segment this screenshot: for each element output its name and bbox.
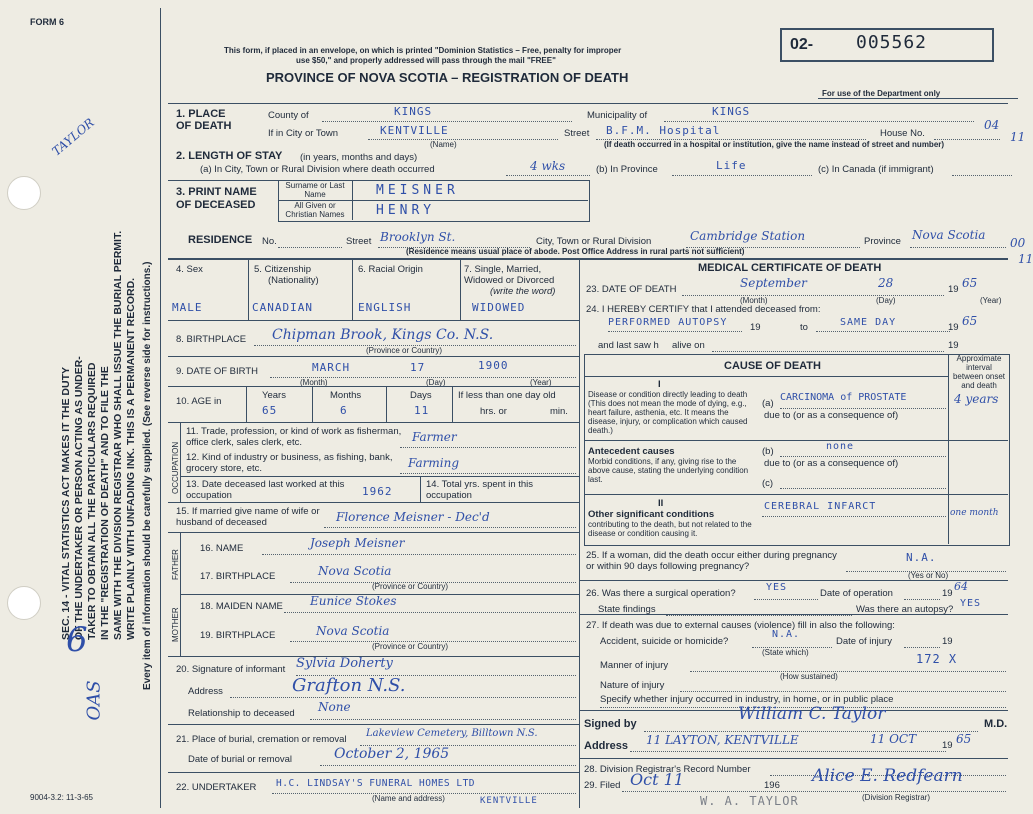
informant-address-label: Address [188,686,223,697]
divider [780,408,946,409]
citizenship-note: (Nationality) [268,275,319,286]
autopsy-answer: YES [960,598,982,609]
findings-label: State findings [598,604,656,615]
registrar-signature: Alice E. Redfearn [812,766,963,786]
last-saw-label: and last saw h [598,340,659,351]
divider [690,671,1006,672]
left-border [160,8,161,808]
registration-prefix: 02- [790,36,814,53]
divider [230,697,576,698]
filed-label: 29. Filed [584,780,621,791]
divider [680,691,1006,692]
maiden-name-label: 18. MAIDEN NAME [200,601,283,612]
md-label: M.D. [984,718,1008,730]
undertaker-caption: (Name and address) [372,794,445,803]
cause-b-marker: (b) [762,446,774,457]
age-years-label: Years [262,390,286,401]
divider [168,532,579,533]
occupation-section-label: OCCUPATION [171,441,180,494]
department-note: For use of the Department only [822,89,941,98]
death-year-caption: (Year) [980,296,1002,305]
attended-to: SAME DAY [840,317,897,328]
undertaker-town: KENTVILLE [480,796,538,806]
cause-a-value: CARCINOMA of PROSTATE [780,392,907,403]
given-name-value: HENRY [376,203,436,218]
cause-of-death-title: CAUSE OF DEATH [724,360,821,372]
divider [682,295,944,296]
autopsy-question: Was there an autopsy? [856,604,954,615]
surname-label: Surname or Last Name [285,181,345,199]
part-two-label: II [658,498,664,509]
birthplace-label: 8. BIRTHPLACE [176,334,247,345]
divider [664,121,974,122]
nature-label: Nature of injury [600,680,665,691]
residence-province-value: Nova Scotia [912,228,986,242]
mother-birthplace-label: 19. BIRTHPLACE [200,630,276,641]
divider [754,599,818,600]
attended-from: PERFORMED AUTOPSY [608,317,728,328]
alive-on-year: 19 [948,340,959,351]
burial-date-label: Date of burial or removal [188,754,293,765]
side-instruction: IN THE "REGISTRATION OF DEATH" AND TO FILE THE [99,366,111,640]
death-month-caption: (Month) [740,296,768,305]
divider [818,98,1018,99]
county-label: County of [268,110,309,121]
margin-note: TAYLOR [49,115,97,159]
divider [780,488,946,489]
city-label: If in City or Town [268,128,339,139]
informant-signature-label: 20. Signature of informant [176,664,286,675]
pregnancy-caption: (Yes or No) [908,571,949,580]
alive-on-label: alive on [672,340,705,351]
accident-answer: N.A. [772,629,801,640]
relationship-value: None [318,700,351,714]
informant-address: Grafton N.S. [292,675,406,696]
cause-b-value: none [826,441,855,452]
marital-value: WIDOWED [472,301,526,314]
form-label: FORM 6 [30,17,65,27]
print-name-label: 3. PRINT NAME OF DECEASED [176,186,257,211]
punch-hole [7,586,41,620]
envelope-note: use $50," and properly addressed will pass through the mail "FREE" [296,56,556,65]
injury-date-label: Date of injury [836,636,892,647]
attended-to-year: 65 [962,314,978,328]
divider [310,719,576,720]
municipality-label: Municipality of [587,110,648,121]
divider [246,386,247,422]
side-instruction: SAME WITH THE DIVISION REGISTRAR WHO SHALL ISSUE THE BURIAL PERMIT. [112,230,124,640]
age-months-label: Months [330,390,362,401]
death-day: 28 [878,276,894,290]
divider [904,599,940,600]
column-divider [579,258,580,808]
industry-value: Farming [408,456,460,470]
punch-hole [7,176,41,210]
stay-a-label: (a) In City, Town or Rural Division where death occurred [200,164,435,175]
residence-street-value: Brooklyn St. [380,230,456,244]
citizenship-label: 5. Citizenship [254,264,312,275]
birthplace-value: Chipman Brook, Kings Co. N.S. [272,327,494,343]
citizenship-value: CANADIAN [252,301,313,314]
given-name-label: All Given or Christian Names [285,201,345,219]
form-code: 9004-3.2: 11-3-65 [30,793,94,802]
trade-label: 11. Trade, profession, or kind of work as fisherman, office clerk, sales clerk, etc. [186,426,402,448]
death-day-caption: (Day) [876,296,896,305]
death-year-prefix: 19 [948,284,959,295]
divider [712,351,944,352]
direct-cause-label: Disease or condition directly leading to death (This does not mean the mode of dying, e.g., heart failure, asthenia, etc. It means the disease, injury, or complication which caused death.) [588,390,748,435]
dob-month-caption: (Month) [300,378,328,387]
divider [180,476,579,477]
divider [910,247,1006,248]
department-code: 11 [1010,130,1026,144]
part-one-label: I [658,379,661,390]
death-year: 65 [962,276,978,290]
operation-question: 26. Was there a surgical operation? [586,588,736,599]
side-instruction: TAKER TO OBTAIN ALL THE PARTICULARS REQUIRED [86,362,98,640]
racial-origin-value: ENGLISH [358,301,412,314]
divider [284,612,576,613]
divider [324,527,576,528]
divider [644,731,978,732]
sex-value: MALE [172,301,203,314]
municipality-value: KINGS [712,105,751,118]
divider [579,758,1008,759]
due-to-label: due to (or as a consequence of) [764,458,899,469]
other-conditions-note: contributing to the death, but not related to the disease or condition causing it. [588,520,752,538]
wife-value: Florence Meisner - Dec'd [336,510,490,524]
dob-month: MARCH [312,361,351,374]
physician-address: 11 LAYTON, KENTVILLE [646,733,799,747]
divider [168,356,579,357]
father-name-label: 16. NAME [200,543,244,554]
divider [608,331,742,332]
divider [262,554,576,555]
divider [400,447,576,448]
envelope-note: This form, if placed in an envelope, on which is printed "Dominion Statistics – Free, penalty for improper [224,46,622,55]
stay-b-label: (b) In Province [596,164,658,175]
age-days-value: 11 [414,404,430,417]
injury-year-prefix: 19 [942,636,953,647]
other-conditions-interval: one month [950,508,999,518]
filed-date: Oct 11 [630,770,684,789]
divider [630,751,946,752]
street-label: Street [564,128,590,139]
operation-year-prefix: 19 [942,588,953,599]
attended-to-label: to [800,322,808,333]
dob-year-caption: (Year) [530,378,552,387]
divider [312,386,313,422]
place-of-death-label: 1. PLACE OF DEATH [176,108,232,132]
surname-value: MEISNER [376,183,459,198]
dob-day: 17 [410,361,426,374]
residence-note: (Residence means usual place of abode. Post Office Address in rural parts not sufficient) [406,247,745,256]
residence-division-value: Cambridge Station [690,229,806,243]
divider [420,476,421,502]
side-instruction: OF THE UNDERTAKER OR PERSON ACTING AS UNDER- [73,356,85,640]
relationship-label: Relationship to deceased [188,708,295,719]
margin-note: 6 [66,620,88,660]
other-conditions-label: Other significant conditions [588,509,715,520]
divider [368,139,558,140]
sustained-caption: (How sustained) [780,672,838,681]
antecedent-label: Antecedent causes [588,446,675,457]
divider [320,765,576,766]
divider [506,175,590,176]
maiden-name-value: Eunice Stokes [310,594,397,608]
divider [584,494,1008,495]
divider [352,258,353,320]
county-value: KINGS [394,105,433,118]
divider [460,258,461,320]
side-instruction: Every item of information should be carefully supplied. (See reverse side for instructions.) [142,261,153,690]
mother-birthplace-caption: (Province or Country) [372,642,449,651]
marital-label: 7. Single, Married, Widowed or Divorced [464,264,555,286]
hospital-note: (If death occurred in a hospital or institution, give the name instead of street and number) [604,140,945,149]
last-worked-label: 13. Date deceased last worked at this occupation [186,479,345,501]
residence-division-label: City, Town or Rural Division [536,236,652,247]
divider [816,331,950,332]
divider [904,647,940,648]
signature-year-prefix: 19 [942,740,953,751]
divider [622,791,1006,792]
divider [278,247,342,248]
divider [780,456,946,457]
father-name-value: Joseph Meisner [310,536,405,550]
physician-signature: William C. Taylor [738,704,886,724]
department-code: 11 [1018,252,1033,266]
divider [948,354,949,544]
divider [168,386,579,387]
divider [168,258,1008,260]
minutes-label: min. [550,406,568,417]
manner-value: 172 X [916,652,958,666]
antecedent-note: Morbid conditions, if any, giving rise to the above cause, stating the underlying condition last. [588,457,749,484]
cause-a-marker: (a) [762,398,774,409]
divider [584,440,1008,441]
medical-certificate-title: MEDICAL CERTIFICATE OF DEATH [698,262,882,274]
interval-label: Approximate interval between onset and death [952,354,1006,390]
divider [386,386,387,422]
certify-label: 24. I HEREBY CERTIFY that I attended deceased from: [586,304,821,315]
residence-label: RESIDENCE [188,234,253,246]
due-to-label: due to (or as a consequence of) [764,410,899,421]
department-code: 04 [984,118,1000,132]
mother-section-label: MOTHER [171,607,180,642]
state-which-caption: (State which) [762,648,809,657]
registration-number: 005562 [856,32,928,53]
signature-date: 11 OCT [870,732,917,746]
divider [452,386,453,422]
signed-by-label: Signed by [584,718,637,730]
birthplace-caption: (Province or Country) [366,346,443,355]
record-number-label: 28. Division Registrar's Record Number [584,764,751,775]
father-birthplace-value: Nova Scotia [318,564,392,578]
sex-label: 4. Sex [176,264,203,275]
divider [579,614,1008,615]
cause-c-marker: (c) [762,478,774,489]
undertaker-value: H.C. LINDSAY'S FUNERAL HOMES LTD [276,778,476,789]
burial-date-value: October 2, 1965 [334,746,450,762]
external-causes-question: 27. If death was due to external causes (violence) fill in also the following: [586,620,895,631]
age-days-label: Days [410,390,432,401]
manner-label: Manner of injury [600,660,669,671]
marital-note: (write the word) [490,286,556,297]
side-instruction: WRITE PLAINLY WITH UNFADING INK. THIS IS A PERMANENT RECORD. [125,277,137,640]
age-years-value: 65 [262,404,278,417]
divider [168,320,579,321]
burial-place-label: 21. Place of burial, cremation or removal [176,734,347,745]
injury-location-label: Specify whether injury occurred in industry, in home, or in public place [600,694,894,705]
accident-label: Accident, suicide or homicide? [600,636,729,647]
page-title: PROVINCE OF NOVA SCOTIA – REGISTRATION OF DEATH [266,70,629,85]
attended-from-year: 19 [750,322,761,333]
attended-to-year-prefix: 19 [948,322,959,333]
dob-day-caption: (Day) [426,378,446,387]
signature-year: 65 [956,732,972,746]
operation-year: 64 [954,580,968,593]
divider [168,772,579,773]
department-code: 00 [1010,236,1026,250]
divider [248,258,249,320]
burial-place-value: Lakeview Cemetery, Billtown N.S. [366,728,538,739]
margin-note: OAS [83,680,105,721]
industry-label: 12. Kind of industry or business, as fishing, bank, grocery store, etc. [186,452,393,474]
divider [168,502,579,503]
divider [352,180,353,220]
informant-signature: Sylvia Doherty [296,656,393,671]
stay-a-value: 4 wks [530,159,566,173]
father-birthplace-label: 17. BIRTHPLACE [200,571,276,582]
divider [168,724,579,725]
father-section-label: FATHER [171,549,180,580]
father-birthplace-caption: (Province or Country) [372,582,449,591]
death-month: September [740,276,807,290]
divider [579,580,1008,581]
pregnancy-question: 25. If a woman, did the death occur either during pregnancy or within 90 days following pregnancy? [586,550,837,572]
street-value: B.F.M. Hospital [606,124,721,137]
stay-b-value: Life [716,159,747,172]
death-date-label: 23. DATE OF DEATH [586,284,677,295]
length-of-stay-note: (in years, months and days) [300,152,418,163]
house-label: House No. [880,128,925,139]
other-conditions-value: CEREBRAL INFARCT [764,501,877,512]
less-than-day-label: If less than one day old [458,390,556,401]
length-of-stay-label: 2. LENGTH OF STAY [176,150,283,162]
age-months-value: 6 [340,404,348,417]
divider [762,516,946,517]
pregnancy-answer: N.A. [906,551,937,564]
divider [168,103,1008,104]
name-caption: (Name) [430,140,457,149]
age-label: 10. AGE in [176,396,222,407]
divider [672,175,812,176]
operation-answer: YES [766,582,788,593]
dob-year: 1900 [478,359,509,372]
divider [400,473,576,474]
trade-value: Farmer [412,430,457,444]
residence-province-label: Province [864,236,901,247]
operation-date-label: Date of operation [820,588,893,599]
dob-label: 9. DATE OF BIRTH [176,366,258,377]
city-value: KENTVILLE [380,124,449,137]
undertaker-label: 22. UNDERTAKER [176,782,257,793]
last-worked-value: 1962 [362,485,393,498]
address-label: Address [584,740,629,752]
stay-c-label: (c) In Canada (if immigrant) [818,164,934,175]
divider [666,615,852,616]
divider [584,376,948,377]
years-spent-label: 14. Total yrs. spent in this occupation [426,479,534,501]
divider [952,175,1012,176]
residence-no-label: No. [262,236,277,247]
registrar-stamp: W. A. TAYLOR [700,794,799,808]
hours-label: hrs. or [480,406,507,417]
mother-birthplace-value: Nova Scotia [316,624,390,638]
racial-origin-label: 6. Racial Origin [358,264,423,275]
divider [168,422,579,423]
filed-year: 196 [764,780,780,791]
wife-label: 15. If married give name of wife or husband of deceased [176,506,320,528]
divider [322,121,572,122]
side-instruction: SEC. 14 - VITAL STATISTICS ACT MAKES IT THE DUTY [60,366,72,640]
cause-a-interval: 4 years [954,392,999,406]
residence-street-label: Street [346,236,372,247]
registrar-caption: (Division Registrar) [862,793,931,802]
